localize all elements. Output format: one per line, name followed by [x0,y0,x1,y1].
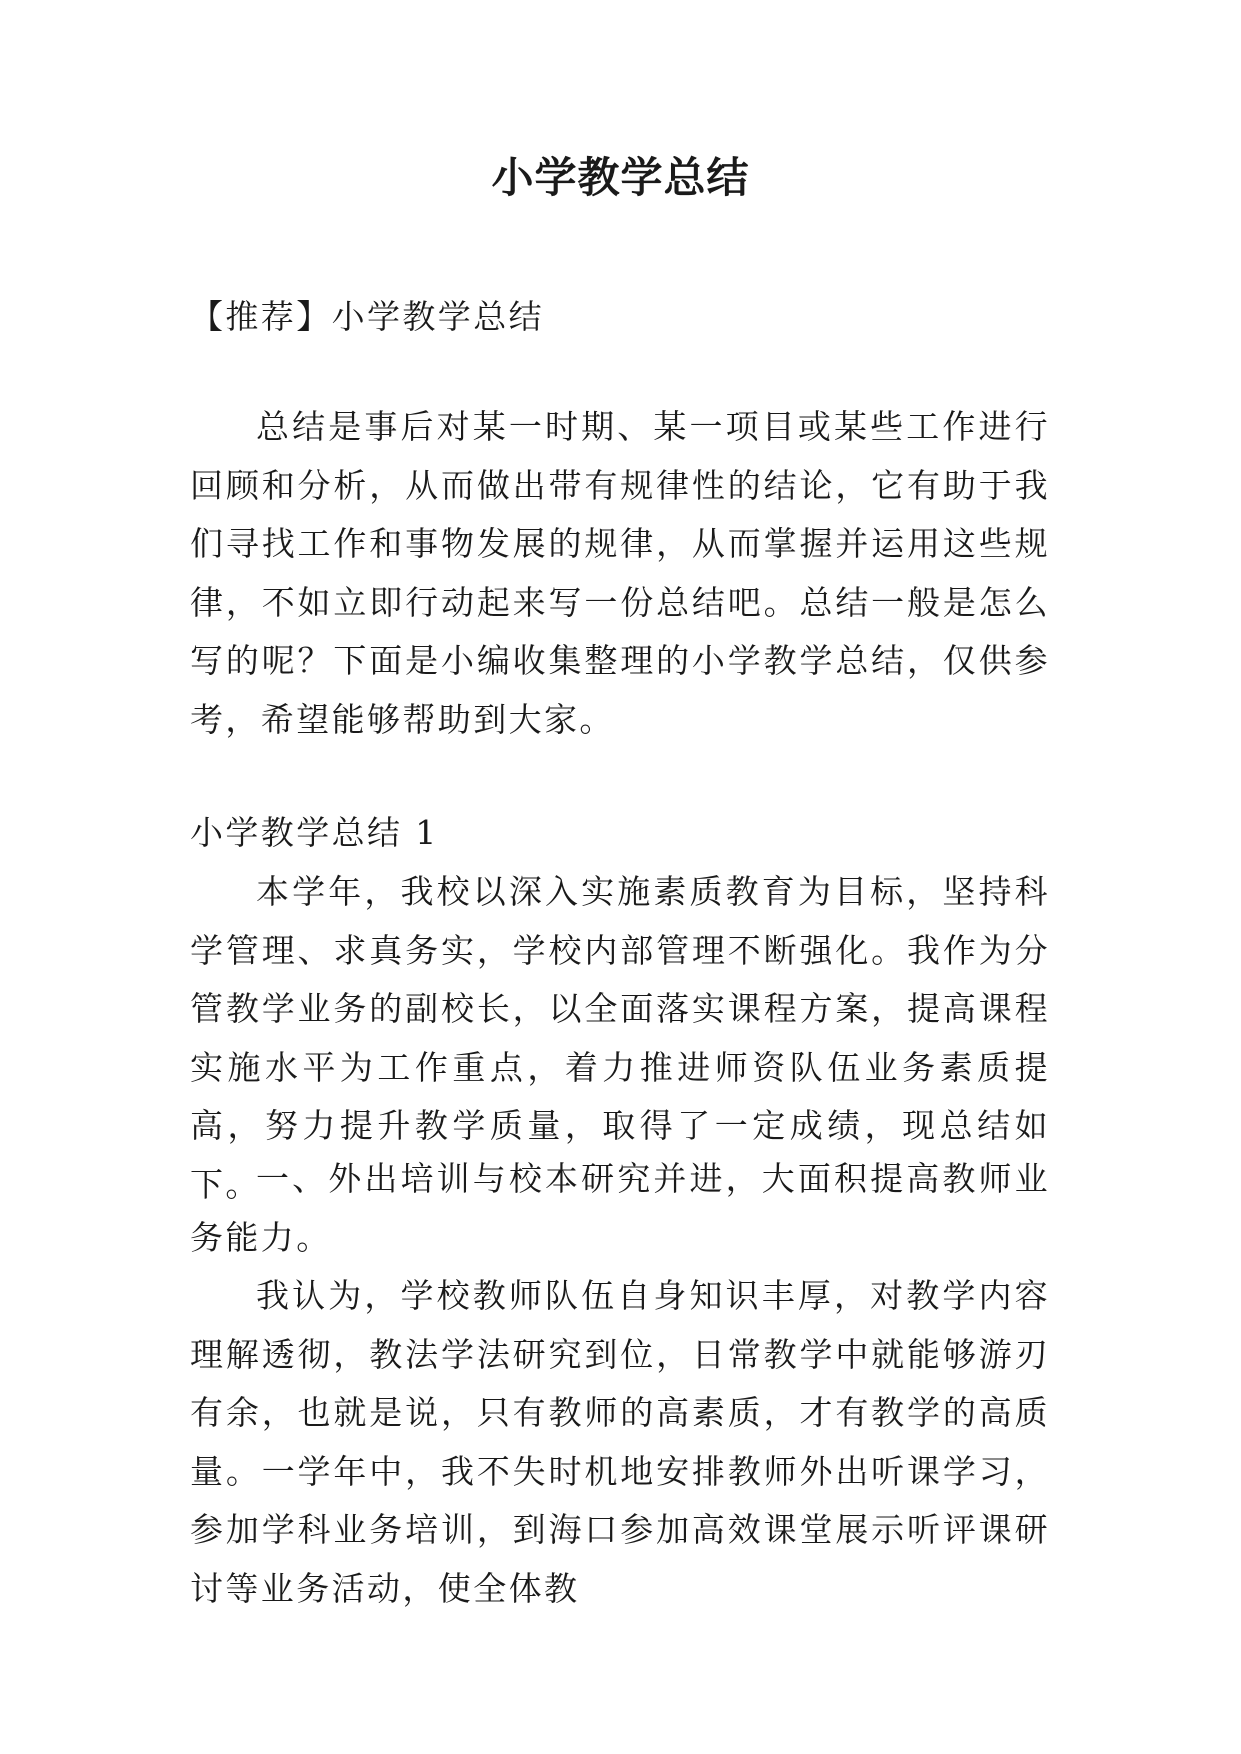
body-paragraph: 本学年，我校以深入实施素质教育为目标，坚持科学管理、求真务实，学校内部管理不断强化。我作为分管教学业务的副校长，以全面落实课程方案，提高课程实施水平为工作重点，着力推进师资队伍业务素质提高，努力提升教学质量，取得了一定成绩，现总结如下。 [190,872,1050,1204]
document-title: 小学教学总结 [491,153,750,202]
intro-paragraph: 总结是事后对某一时期、某一项目或某些工作进行回顾和分析，从而做出带有规律性的结论，它有助于我们寻找工作和事物发展的规律，从而掌握并运用这些规律，不如立即行动起来写一份总结吧。总结一般是怎么写的呢？下面是小编收集整理的小学教学总结，仅供参考，希望能够帮助到大家。 [190,407,1050,739]
document-subtitle: 【推荐】小学教学总结 [190,297,544,336]
section-heading: 小学教学总结 1 [190,813,439,852]
section-point-heading: 一、外出培训与校本研究并进，大面积提高教师业务能力。 [190,1159,1050,1257]
body-paragraph: 我认为，学校教师队伍自身知识丰厚，对教学内容理解透彻，教法学法研究到位，日常教学中就能够游刃有余，也就是说，只有教师的高素质，才有教学的高质量。一学年中，我不失时机地安排教师外出听课学习，参加学科业务培训，到海口参加高效课堂展示听评课研讨等业务活动，使全体教 [190,1276,1050,1608]
